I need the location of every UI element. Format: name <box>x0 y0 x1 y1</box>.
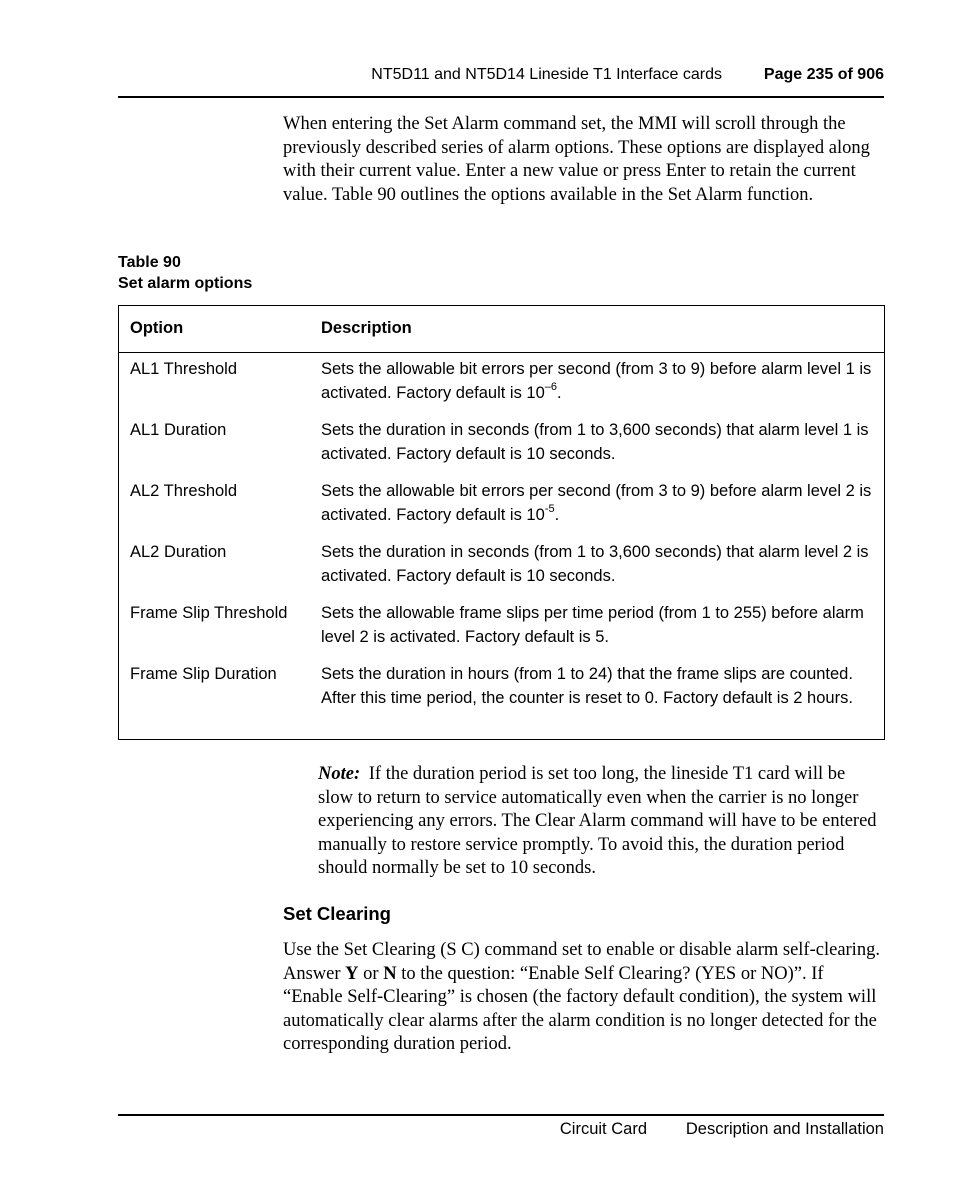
description-cell: Sets the allowable bit errors per second (from 3 to 9) before alarm level 2 is activated. Factory default is $10^{-5}$. <box>321 482 872 524</box>
footer-right-text: Description and Installation <box>685 1120 884 1138</box>
table-title: Set alarm options <box>118 275 253 292</box>
option-cell: AL2 Threshold <box>130 482 238 500</box>
page-header <box>118 66 884 98</box>
header-doc-title: NT5D11 and NT5D14 Lineside T1 Interface cards <box>371 66 722 83</box>
column-header-description: Description <box>321 319 412 337</box>
description-cell: Sets the duration in seconds (from 1 to 3,600 seconds) that alarm level 2 is activated. Factory default is 10 seconds. <box>321 543 869 585</box>
section-body-paragraph: Use the Set Clearing (S C) command set to enable or disable alarm self-clearing. Answer Y or N to the question: “Enable Self Clearing? (YES or NO)”. If “Enable Self-Clearing” is chosen (the factory default condition), the system will automatically clear alarms after the alarm condition is no longer detected for the corresponding duration period. <box>283 940 880 1054</box>
answer-no: N <box>383 963 397 984</box>
page-footer <box>118 1114 884 1146</box>
note-label: Note: <box>318 764 361 784</box>
description-cell: Sets the duration in seconds (from 1 to 3,600 seconds) that alarm level 1 is activated. Factory default is 10 seconds. <box>321 421 869 463</box>
exponent: –6 <box>544 381 558 393</box>
exponent: -5 <box>544 503 555 515</box>
column-header-option: Option <box>130 319 184 337</box>
table-header-row <box>119 306 884 353</box>
description-cell: Sets the duration in hours (from 1 to 24) that the frame slips are counted. After this time period, the counter is reset to 0. Factory default is 2 hours. <box>321 665 853 707</box>
option-cell: Frame Slip Threshold <box>130 604 288 622</box>
note-paragraph <box>318 763 884 881</box>
answer-yes: Y <box>345 963 359 984</box>
set-alarm-options-table <box>118 305 885 740</box>
option-cell: AL1 Threshold <box>130 360 238 378</box>
description-cell: Sets the allowable bit errors per second (from 3 to 9) before alarm level 1 is activated. Factory default is $10^{-6}$. <box>321 360 872 402</box>
table-caption <box>118 252 252 294</box>
header-page-number: Page 235 of 906 <box>763 66 884 83</box>
section-heading: Set Clearing <box>283 903 391 924</box>
intro-paragraph: When entering the Set Alarm command set, the MMI will scroll through the previously described series of alarm options. These options are displayed along with their current value. Enter a new value or press Enter to retain the current value. Table 90 outlines the options available in the Set Alarm function. <box>283 114 870 205</box>
option-cell: Frame Slip Duration <box>130 665 277 683</box>
option-cell: AL1 Duration <box>130 421 227 439</box>
footer-left-text: Circuit Card <box>559 1120 647 1138</box>
table-number: Table 90 <box>118 254 181 271</box>
option-cell: AL2 Duration <box>130 543 227 561</box>
note-text: If the duration period is set too long, the lineside T1 card will be slow to return to service automatically even when the carrier is no longer experiencing any errors. The Clear Alarm command will have to be entered manually to restore service promptly. To avoid this, the duration period should normally be set to 10 seconds. <box>318 764 877 878</box>
description-cell: Sets the allowable frame slips per time period (from 1 to 255) before alarm level 2 is activated. Factory default is 5. <box>321 604 864 646</box>
